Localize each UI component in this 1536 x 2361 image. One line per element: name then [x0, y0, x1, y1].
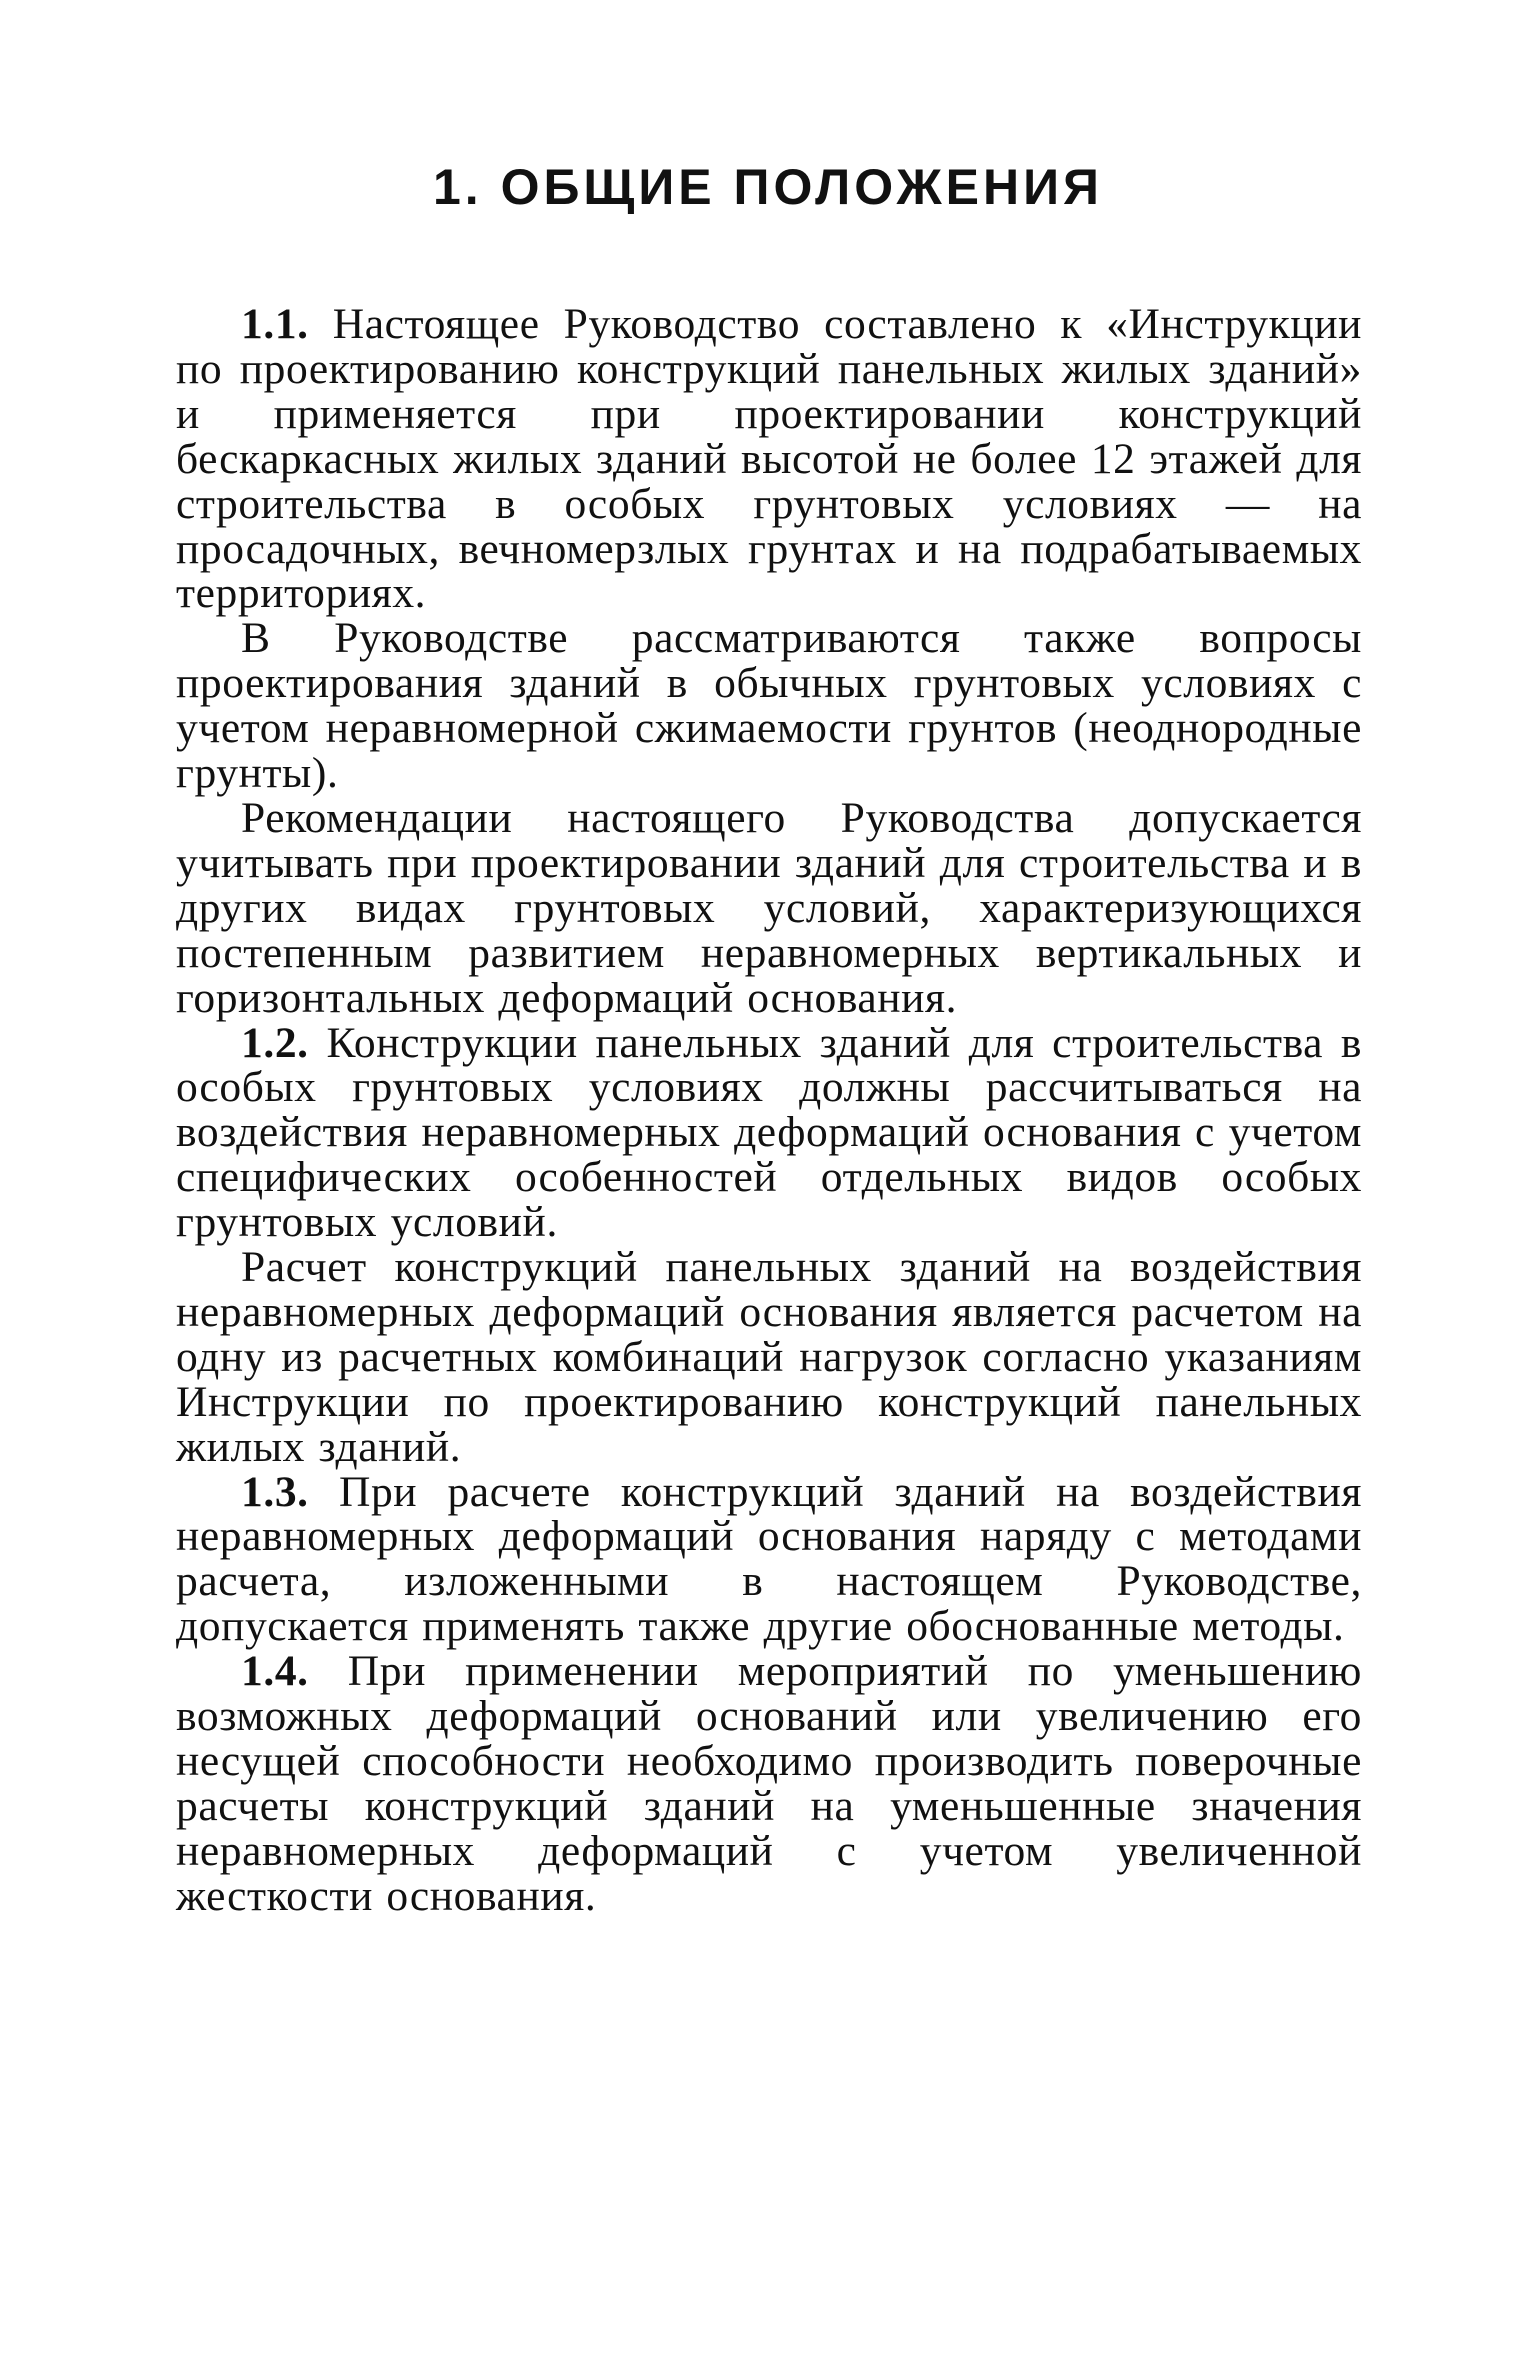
- paragraph-1-3: [176, 1467, 1362, 1651]
- paragraph-text: Рекомендации настоящего Руководства допускается учитывать при проектировании зданий для строительства и в других видах грунтовых условий, характеризующихся постепенным развитием неравномерных вертикальных и горизонтальных деформаций основания.: [176, 793, 1362, 1022]
- section-body: [176, 302, 1362, 1919]
- paragraph-text: Расчет конструкций панельных зданий на воздействия неравномерных деформаций основания является расчетом на одну из расчетных комбинаций нагрузок согласно указаниям Инструкции по проектированию конструкций панельных жилых зданий.: [176, 1243, 1362, 1471]
- paragraph-1-2-b: [176, 1245, 1362, 1470]
- paragraph-text: Настоящее Руководство составлено к «Инструкции по проектированию конструкций панельных жилых зданий» и применяется при проектировании конструкций бескаркасных жилых зданий высотой не более 12 этажей для строительства в особых грунтовых условиях — на просадочных, вечномерзлых грунтах и на подрабатываемых территориях.: [176, 300, 1362, 618]
- paragraph-text: При применении мероприятий по уменьшению возможных деформаций оснований или увеличению его несущей способности необходимо производить поверочные расчеты конструкций зданий на уменьшенные значения неравномерных деформаций с учетом увеличенной жесткости основания.: [176, 1647, 1363, 1920]
- paragraph-1-2: [176, 1018, 1363, 1247]
- paragraph-text: При расчете конструкций зданий на воздействия неравномерных деформаций основания наряду с методами расчета, изложенными в настоящем Руководстве, допускается применять также другие обоснованные методы.: [176, 1467, 1362, 1651]
- paragraph-1-1-c: [176, 793, 1362, 1022]
- paragraph-1-1-b: [176, 616, 1362, 796]
- paragraph-1-1: [176, 302, 1362, 616]
- paragraph-number: 1.3.: [241, 1467, 309, 1516]
- section-heading: 1. ОБЩИЕ ПОЛОЖЕНИЯ: [433, 159, 1103, 215]
- paragraph-1-4: [176, 1649, 1362, 1918]
- paragraph-text: Конструкции панельных зданий для строительства в особых грунтовых условиях должны рассчитываться на воздействия неравномерных деформаций основания с учетом специфических особенностей отдельных видов особых грунтовых условий.: [176, 1018, 1363, 1247]
- paragraph-number: 1.1.: [241, 300, 309, 348]
- paragraph-number: 1.4.: [241, 1647, 309, 1696]
- paragraph-text: В Руководстве рассматриваются также вопросы проектирования зданий в обычных грунтовых условиях с учетом неравномерной сжимаемости грунтов (неоднородные грунты).: [176, 614, 1362, 798]
- paragraph-number: 1.2.: [241, 1018, 309, 1067]
